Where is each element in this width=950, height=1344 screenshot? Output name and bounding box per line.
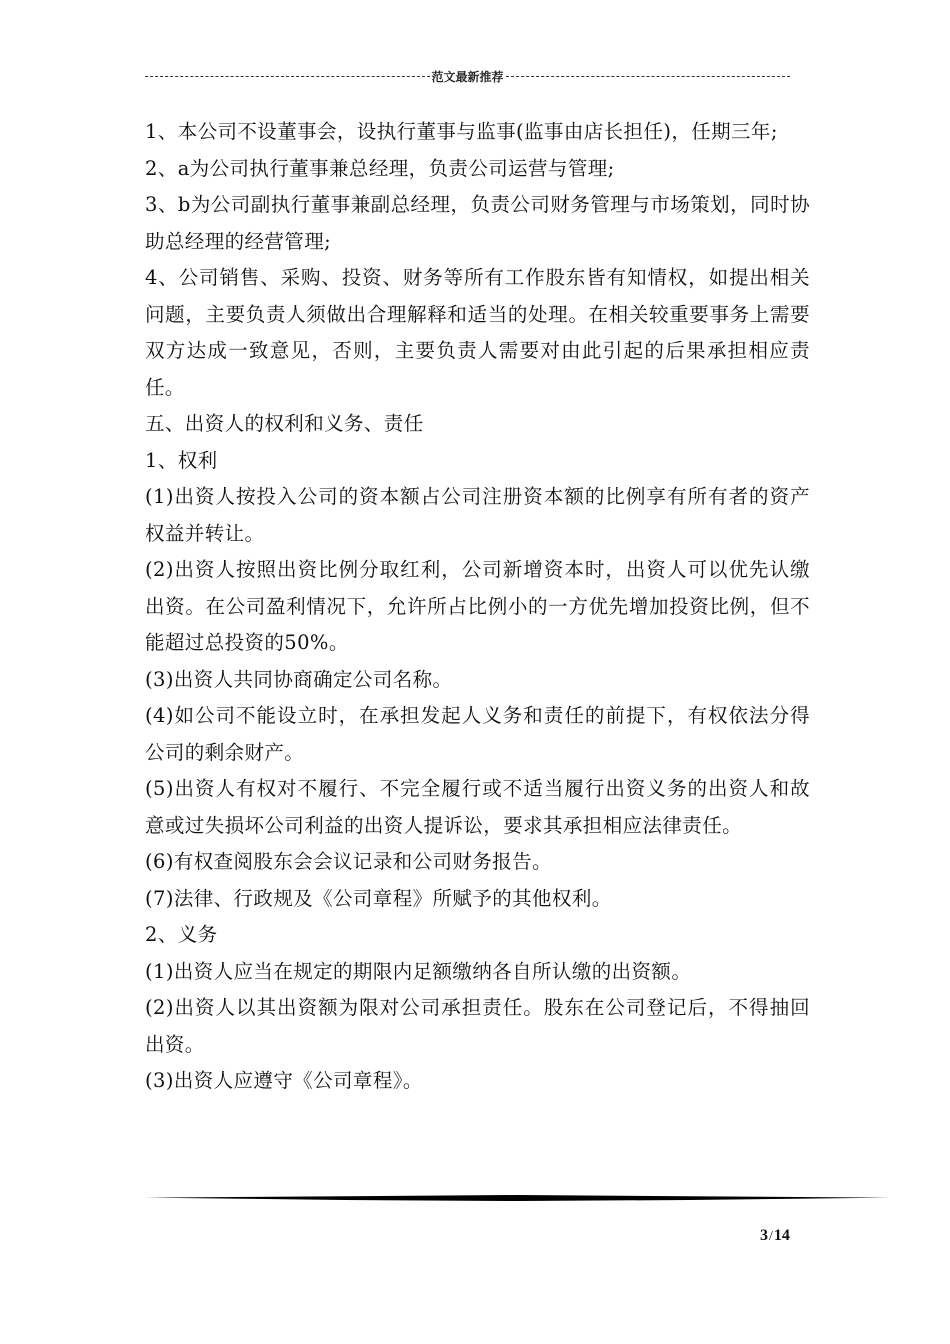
- current-page: 3: [760, 1227, 768, 1244]
- paragraph: (3)出资人应遵守《公司章程》。: [145, 1069, 423, 1092]
- subsection-heading: 1、权利: [145, 448, 218, 472]
- total-pages: 14: [773, 1227, 790, 1244]
- header-title: 范文最新推荐: [431, 69, 504, 84]
- section-heading: 五、出资人的权利和义务、责任: [145, 412, 424, 435]
- document-body: [145, 114, 810, 1100]
- paragraph: 2、a为公司执行董事兼总经理，负责公司运营与管理;: [145, 156, 615, 180]
- paragraph: (7)法律、行政规及《公司章程》所赋予的其他权利。: [145, 886, 612, 910]
- header-dash-left: [145, 76, 430, 77]
- paragraph: 1、本公司不设董事会，设执行董事与监事(监事由店长担任)，任期三年;: [145, 120, 778, 143]
- header-dash-right: [506, 76, 791, 77]
- paragraph: (2)出资人以其出资额为限对公司承担责任。股东在公司登记后，不得抽回出资。: [145, 996, 810, 1056]
- subsection-heading: 2、义务: [145, 923, 218, 946]
- paragraph: (3)出资人共同协商确定公司名称。: [145, 667, 453, 691]
- paragraph: (4)如公司不能设立时，在承担发起人义务和责任的前提下，有权依法分得公司的剩余财产。: [145, 704, 810, 764]
- footer-rule: [145, 1195, 890, 1201]
- page-number: [760, 1227, 790, 1245]
- paragraph: 4、公司销售、采购、投资、财务等所有工作股东皆有知情权，如提出相关问题，主要负责人须做出合理解释和适当的处理。在相关较重要事务上需要双方达成一致意见，否则，主要负责人需要对由此引起的后果承担相应责任。: [145, 266, 810, 399]
- paragraph: 3、b为公司副执行董事兼副总经理，负责公司财务管理与市场策划，同时协助总经理的经营管理;: [145, 193, 810, 253]
- page-header: [145, 66, 790, 86]
- paragraph: (2)出资人按照出资比例分取红利，公司新增资本时，出资人可以优先认缴出资。在公司盈利情况下，允许所占比例小的一方优先增加投资比例，但不能超过总投资的50%。: [145, 558, 810, 654]
- page-separator: /: [769, 1229, 773, 1244]
- paragraph: (1)出资人应当在规定的期限内足额缴纳各自所认缴的出资额。: [145, 959, 692, 983]
- paragraph: (5)出资人有权对不履行、不完全履行或不适当履行出资义务的出资人和故意或过失损坏公司利益的出资人提诉讼，要求其承担相应法律责任。: [145, 777, 810, 837]
- paragraph: (6)有权查阅股东会会议记录和公司财务报告。: [145, 850, 552, 873]
- paragraph: (1)出资人按投入公司的资本额占公司注册资本额的比例享有所有者的资产权益并转让。: [145, 485, 810, 545]
